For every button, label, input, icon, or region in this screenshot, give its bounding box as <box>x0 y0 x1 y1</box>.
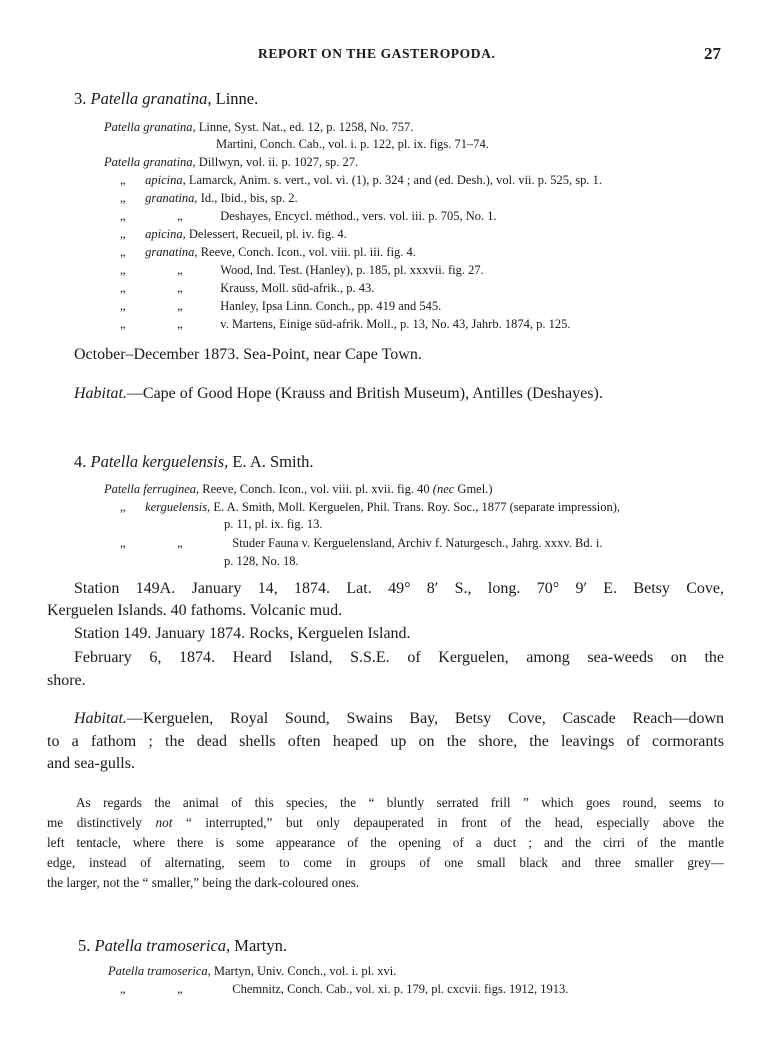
synonym-ref: Wood, Ind. Test. (Hanley), p. 185, pl. xxxvii. fig. 27. <box>220 263 484 277</box>
synonym-ref-end: Gmel.) <box>457 482 493 496</box>
collection-record: October–December 1873. Sea-Point, near Cape Town. <box>74 346 422 363</box>
synonym-ref: E. A. Smith, Moll. Kerguelen, Phil. Trans. Roy. Soc., 1877 (separate impression), <box>213 500 620 514</box>
species-name: Patella granatina, <box>90 89 212 108</box>
habitat-line <box>74 710 724 728</box>
species-author: Martyn. <box>234 936 287 955</box>
synonym-line <box>120 279 374 297</box>
synonym-line <box>120 225 347 243</box>
ditto-mark: „ <box>120 281 126 295</box>
synonym-line <box>120 980 568 998</box>
page-number: 27 <box>704 44 721 63</box>
station-record-line: Kerguelen Islands. 40 fathoms. Volcanic mud. <box>47 602 343 619</box>
synonym-ref: Delessert, Recueil, pl. iv. fig. 4. <box>188 227 347 241</box>
synonym-ref: Hanley, Ipsa Linn. Conch., pp. 419 and 545. <box>220 299 442 313</box>
synonym-line <box>120 534 602 552</box>
synonym-name: Patella tramoserica, <box>108 964 211 978</box>
note-emphasis: not <box>155 815 173 830</box>
synonym-line <box>120 171 602 189</box>
synonym-ref: Reeve, Conch. Icon., vol. viii. pl. iii. fig. 4. <box>200 245 416 259</box>
species-number: 4. <box>74 452 87 471</box>
synonym-line <box>108 962 396 980</box>
ditto-mark: „ <box>177 299 183 313</box>
species-author: Linne. <box>215 89 259 108</box>
species-4-heading <box>74 452 314 472</box>
synonym-ref: Studer Fauna v. Kerguelensland, Archiv f. Naturgesch., Jahrg. xxxv. Bd. i. <box>232 536 603 550</box>
running-head: REPORT ON THE GASTEROPODA. <box>258 46 496 61</box>
note-line: left tentacle, where there is some appearance of the opening of a duct ; and the cirri of the mantle <box>47 835 724 850</box>
species-author: E. A. Smith. <box>232 452 314 471</box>
synonym-name: Patella granatina, <box>104 155 196 169</box>
synonym-name: Patella ferruginea, <box>104 482 200 496</box>
ditto-mark: „ <box>177 536 183 550</box>
synonym-line <box>120 207 497 225</box>
synonym-name: Patella granatina, <box>104 120 196 134</box>
ditto-mark: „ <box>177 982 183 996</box>
note-text: me distinctively <box>47 815 142 830</box>
ditto-mark: „ <box>120 209 126 223</box>
synonym-ref: Martini, Conch. Cab., vol. i. p. 122, pl. ix. figs. 71–74. <box>216 137 489 151</box>
note-line: the larger, not the “ smaller,” being the dark-coloured ones. <box>47 875 360 890</box>
station-record-line: Station 149. January 1874. Rocks, Kerguelen Island. <box>74 625 411 642</box>
ditto-mark: „ <box>177 209 183 223</box>
synonym-line <box>216 135 489 153</box>
synonym-ref: Krauss, Moll. süd-afrik., p. 43. <box>220 281 375 295</box>
ditto-mark: „ <box>177 281 183 295</box>
synonym-name: apicina, <box>145 173 186 187</box>
species-name: Patella kerguelensis, <box>90 452 229 471</box>
ditto-mark: „ <box>120 317 126 331</box>
synonym-line <box>104 480 492 498</box>
station-record-line: shore. <box>47 672 86 689</box>
ditto-mark: „ <box>120 299 126 313</box>
synonym-ref: Chemnitz, Conch. Cab., vol. xi. p. 179, pl. cxcvii. figs. 1912, 1913. <box>232 982 569 996</box>
synonym-line <box>120 498 620 516</box>
ditto-mark: „ <box>120 245 126 259</box>
synonym-ref: Deshayes, Encycl. méthod., vers. vol. iii. p. 705, No. 1. <box>220 209 497 223</box>
synonym-line <box>120 297 441 315</box>
synonym-line-continued: p. 128, No. 18. <box>224 554 299 568</box>
station-record-line: Station 149A. January 14, 1874. Lat. 49° 8′ S., long. 70° 9′ E. Betsy Cove, <box>74 580 724 597</box>
synonym-line <box>120 261 484 279</box>
synonym-ref: v. Martens, Einige süd-afrik. Moll., p. 13, No. 43, Jahrb. 1874, p. 125. <box>220 317 571 331</box>
habitat-paragraph <box>74 385 603 403</box>
synonym-line <box>120 189 298 207</box>
habitat-text: —Kerguelen, Royal Sound, Swains Bay, Betsy Cove, Cascade Reach—down <box>126 710 724 727</box>
synonym-name: granatina, <box>145 191 198 205</box>
synonym-line-continued: p. 11, pl. ix. fig. 13. <box>224 517 323 531</box>
synonym-ref: Lamarck, Anim. s. vert., vol. vi. (1), p. 324 ; and (ed. Desh.), vol. vii. p. 525, sp. 1. <box>188 173 603 187</box>
habitat-label: Habitat. <box>74 710 127 727</box>
synonym-ref: Reeve, Conch. Icon., vol. viii. pl. xvii. fig. 40 <box>202 482 430 496</box>
synonym-ref: Dillwyn, vol. ii. p. 1027, sp. 27. <box>198 155 359 169</box>
synonym-ref: Martyn, Univ. Conch., vol. i. pl. xvi. <box>213 964 397 978</box>
habitat-line: to a fathom ; the dead shells often heaped up on the shore, the leavings of cormorants <box>47 733 724 750</box>
synonym-ref: Linne, Syst. Nat., ed. 12, p. 1258, No. 757. <box>198 120 414 134</box>
synonym-name: apicina, <box>145 227 186 241</box>
ditto-mark: „ <box>177 263 183 277</box>
species-number: 3. <box>74 89 87 108</box>
note-text: “ interrupted,” but only depauperated in front of the head, especially above the <box>185 815 725 830</box>
ditto-mark: „ <box>120 982 126 996</box>
synonym-nec: (nec <box>432 482 455 496</box>
ditto-mark: „ <box>120 191 126 205</box>
synonym-line <box>120 315 570 333</box>
synonym-line <box>120 243 416 261</box>
note-line: As regards the animal of this species, the “ bluntly serrated frill ” which goes round, seems to <box>76 795 724 810</box>
note-line: edge, instead of alternating, seem to come in groups of one small black and three smaller grey— <box>47 855 724 870</box>
synonym-ref: Id., Ibid., bis, sp. 2. <box>200 191 298 205</box>
ditto-mark: „ <box>120 263 126 277</box>
synonym-name: kerguelensis, <box>145 500 211 514</box>
ditto-mark: „ <box>177 317 183 331</box>
synonym-line <box>104 118 413 136</box>
ditto-mark: „ <box>120 536 126 550</box>
habitat-label: Habitat. <box>74 385 127 402</box>
note-line <box>47 815 724 831</box>
species-name: Patella tramoserica, <box>94 936 231 955</box>
species-5-heading <box>78 936 287 956</box>
synonym-name: granatina, <box>145 245 198 259</box>
species-number: 5. <box>78 936 91 955</box>
habitat-text: —Cape of Good Hope (Krauss and British Museum), Antilles (Deshayes). <box>126 385 603 402</box>
synonym-line <box>104 153 358 171</box>
station-record-line: February 6, 1874. Heard Island, S.S.E. of Kerguelen, among sea-weeds on the <box>74 649 724 666</box>
habitat-line: and sea-gulls. <box>47 755 135 772</box>
ditto-mark: „ <box>120 227 126 241</box>
ditto-mark: „ <box>120 500 126 514</box>
species-3-heading <box>74 89 258 109</box>
ditto-mark: „ <box>120 173 126 187</box>
page-header <box>0 44 776 66</box>
